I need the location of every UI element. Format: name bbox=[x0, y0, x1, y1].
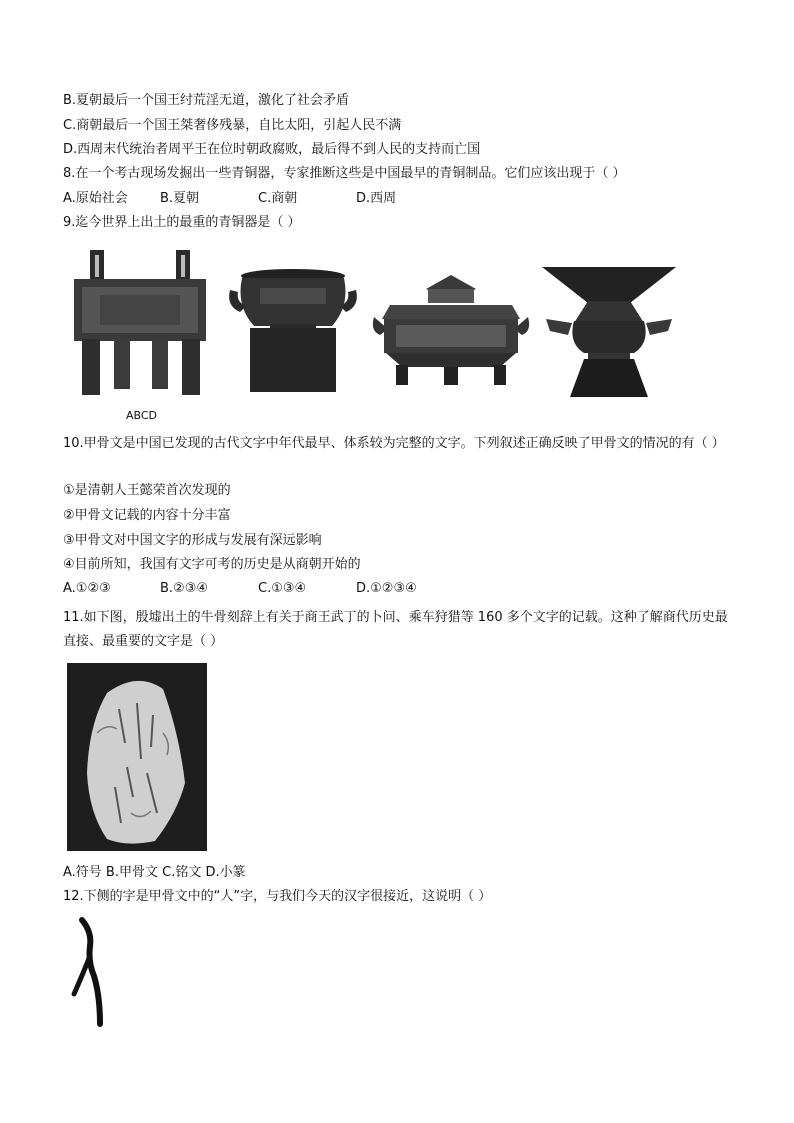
q10-option-a: A.①②③ bbox=[63, 581, 111, 596]
q10-item-4: ④目前所知，我国有文字可考的历史是从商朝开始的 bbox=[63, 557, 361, 572]
bronze-vessel-a-image bbox=[70, 245, 210, 397]
q10-option-b: B.②③④ bbox=[160, 581, 209, 596]
bronze-vessel-c-image bbox=[370, 271, 532, 391]
q8-stem: 8.在一个考古现场发掘出一些青铜器，专家推断这些是中国最早的青铜制品。它们应该出现于（ ） bbox=[63, 166, 626, 181]
q10-option-d: D.①②③④ bbox=[356, 581, 417, 596]
oracle-bone-image bbox=[67, 663, 207, 851]
q11-stem: 11.如下图，殷墟出土的牛骨刻辞上有关于商王武丁的卜问、乘车狩猎等 160 多个文字的记载。这种了解商代历史最直接、最重要的文字是（ ） bbox=[63, 610, 728, 649]
bronze-vessel-d-image bbox=[538, 263, 680, 399]
q7-option-b: B.夏朝最后一个国王纣荒淫无道，激化了社会矛盾 bbox=[63, 93, 350, 108]
q11-options: A.符号 B.甲骨文 C.铭文 D.小篆 bbox=[63, 865, 246, 880]
q10-item-1: ①是清朝人王懿荣首次发现的 bbox=[63, 483, 231, 498]
q8-option-c: C.商朝 bbox=[258, 191, 298, 206]
q10-option-c: C.①③④ bbox=[258, 581, 307, 596]
q10-options bbox=[63, 580, 417, 598]
q8-option-d: D.西周 bbox=[356, 191, 397, 206]
bronze-vessel-b-image bbox=[226, 266, 360, 394]
q9-stem: 9.迄今世界上出土的最重的青铜器是（ ） bbox=[63, 215, 301, 230]
q8-option-a: A.原始社会 bbox=[63, 191, 128, 206]
oracle-bone-character-ren-image bbox=[70, 916, 110, 1028]
q10-item-2: ②甲骨文记载的内容十分丰富 bbox=[63, 508, 231, 523]
q7-option-d: D.西周末代统治者周平王在位时朝政腐败，最后得不到人民的支持而亡国 bbox=[63, 142, 481, 157]
q7-option-c: C.商朝最后一个国王桀奢侈残暴，自比太阳，引起人民不满 bbox=[63, 118, 402, 133]
q8-option-b: B.夏朝 bbox=[160, 191, 200, 206]
q8-options bbox=[63, 190, 396, 208]
q9-image-caption: ABCD bbox=[126, 409, 158, 422]
q10-stem: 10.甲骨文是中国已发现的古代文字中年代最早、体系较为完整的文字。下列叙述正确反映了甲骨文的情况的有（ ） bbox=[63, 436, 725, 451]
q12-stem: 12.下侧的字是甲骨文中的“人”字，与我们今天的汉字很接近，这说明（ ） bbox=[63, 889, 492, 904]
q10-item-3: ③甲骨文对中国文字的形成与发展有深远影响 bbox=[63, 533, 322, 548]
